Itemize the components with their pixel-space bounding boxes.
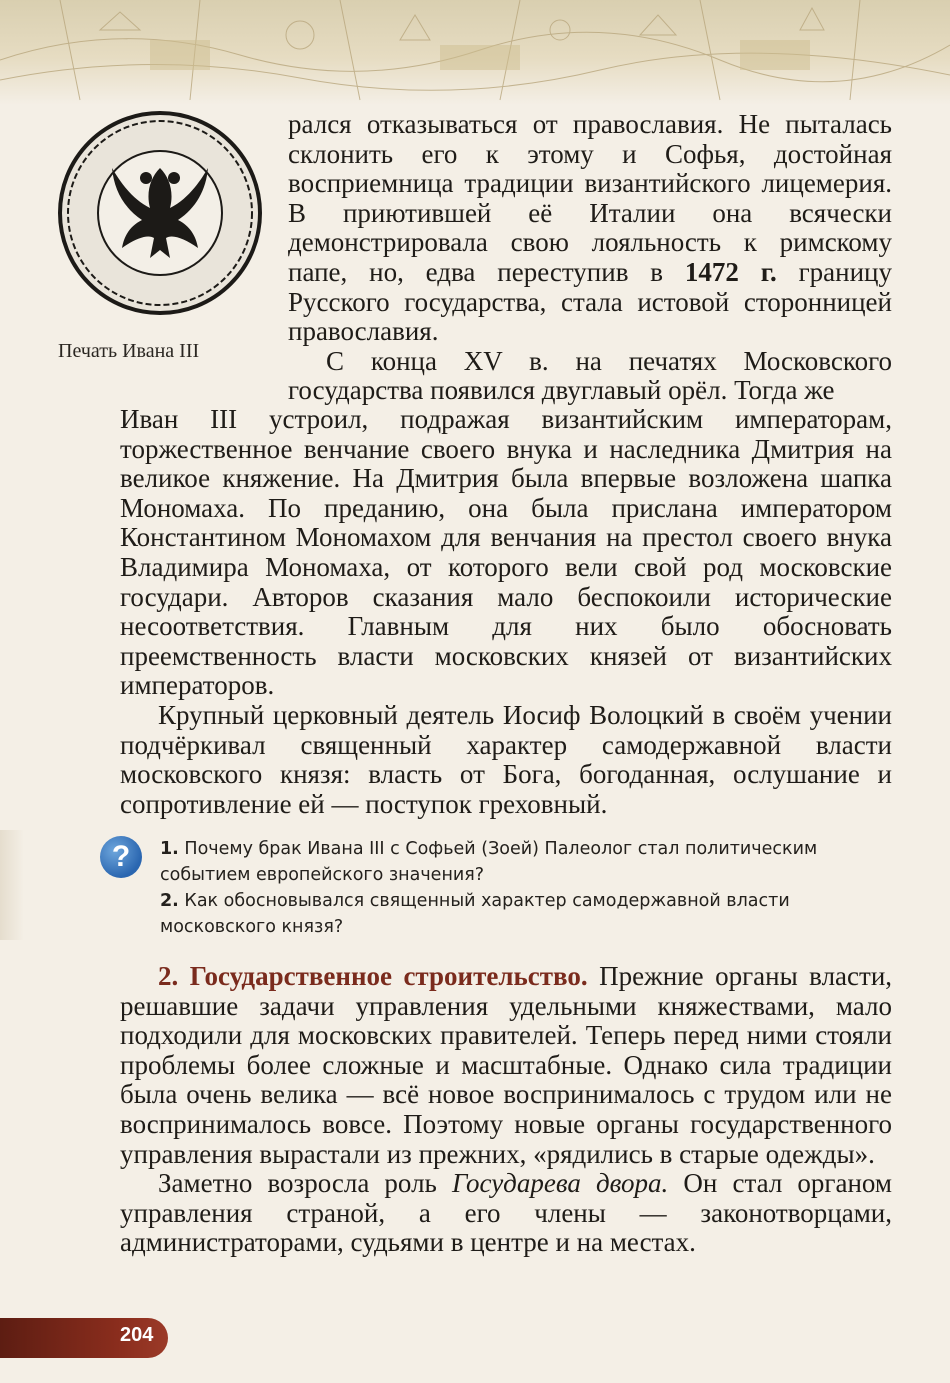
body-text-section2 xyxy=(120,962,892,1258)
header-map-decoration xyxy=(0,0,950,105)
year-highlight: 1472 г. xyxy=(684,256,777,287)
seal-figure xyxy=(50,108,270,318)
question-number: 1. xyxy=(160,839,179,859)
paragraph-text: границу Русского государства, стала истовой сторонницей православия. xyxy=(288,256,892,347)
paragraph-text: Прежние органы власти, решавшие задачи управления удельными княжествами, мало подходили для московских правителей. Теперь перед ними стояли проблемы более сложные и масштабные. Однако сила традиции была очень велика — всё новое воспринималось с трудом или не воспринималось вовсе. Поэтому новые органы государственного управления вырастали из прежних, «рядились в старые одежды». xyxy=(120,961,893,1169)
question-mark-icon: ? xyxy=(100,836,142,878)
paragraph-text: рался отказываться от православия. Не пыталась склонить его к этому и Софья, достойная восприемница традиции византийского лицемерия. В приютившей её Италии она всячески демонстрировала свою лояльность к римскому папе, но, едва переступив в xyxy=(288,109,892,287)
page-edge-mark xyxy=(0,830,24,940)
body-text-top xyxy=(288,110,892,406)
paragraph-continuation xyxy=(288,110,892,347)
section-title: 2. Государственное строительство. xyxy=(158,961,588,991)
paragraph-text: Он стал органом управления страной, а его члены — законотворцами, администраторами, судьями в центре и на местах. xyxy=(120,1168,893,1258)
question-text: Почему брак Ивана III с Софьей (Зоей) Палеолог стал политическим событием европейского значения? xyxy=(160,839,818,885)
paragraph-coronation: Иван III устроил, подражая византийским императорам, торжественное венчание своего внука и наследника Дмитрия на великое княжение. На Дмитрия была впервые возложена шапка Мономаха. По преданию, она была прислана императором Константином Мономахом для венчания на престол своего внука Владимира Мономаха, от которого вели свой род московские государи. Авторов сказания мало беспокоили исторические несоответствия. Главным для них было обосновать преемственность власти московских князей от византийских императоров. xyxy=(120,404,892,701)
paragraph-section-2 xyxy=(120,962,892,1169)
page-number: 204 xyxy=(120,1324,154,1346)
paragraph-eagle: С конца XV в. на печатях Московского государства появился двуглавый орёл. Тогда же xyxy=(288,345,892,406)
term-highlight: Государева двора. xyxy=(452,1168,669,1199)
paragraph-text: Заметно возросла роль xyxy=(158,1168,437,1199)
double-headed-eagle-seal-icon xyxy=(50,108,270,318)
old-map-engraving-icon xyxy=(0,0,950,105)
seal-caption: Печать Ивана III xyxy=(58,340,200,362)
question-1 xyxy=(160,836,900,888)
question-number: 2. xyxy=(160,891,179,911)
question-2 xyxy=(160,888,900,940)
review-questions xyxy=(160,836,900,940)
question-text: Как обосновывался священный характер самодержавной власти московского князя? xyxy=(160,891,790,937)
paragraph-court xyxy=(120,1169,892,1258)
body-text-main xyxy=(120,405,892,819)
paragraph-volotsky: Крупный церковный деятель Иосиф Волоцкий в своём учении подчёркивал священный характер самодержавной власти московского князя: власть от Бога, богоданная, ослушание и сопротивление ей — поступок греховный. xyxy=(120,699,892,819)
